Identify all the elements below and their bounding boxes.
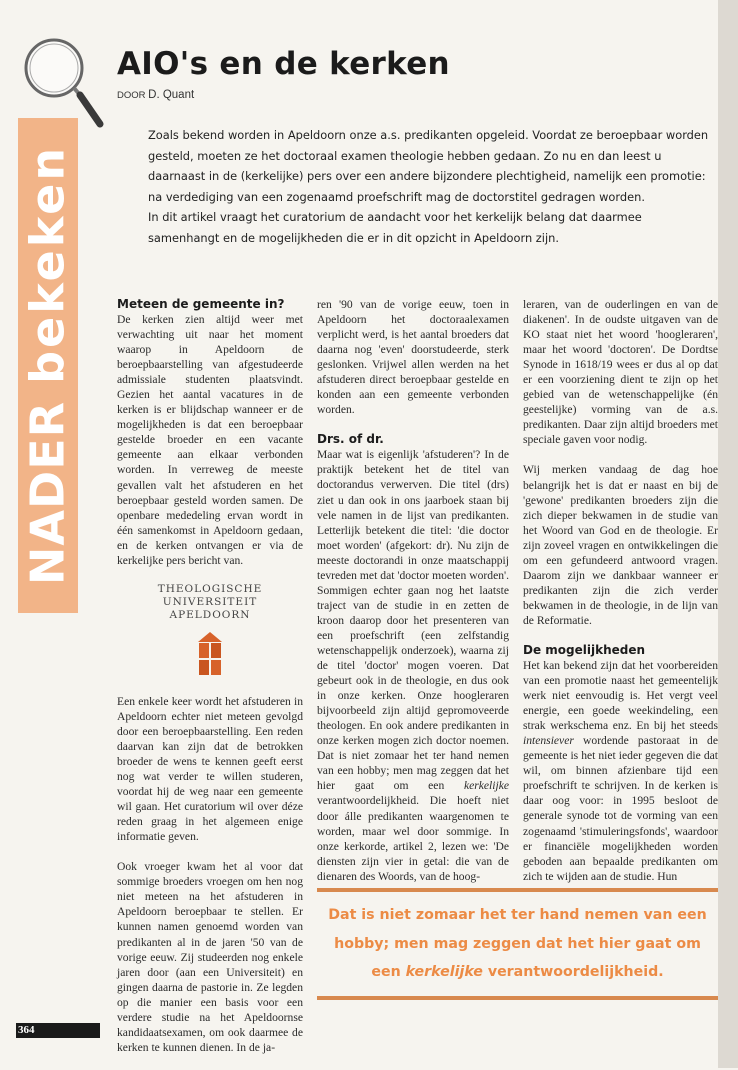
column-3 xyxy=(523,297,718,899)
author-name: D. Quant xyxy=(148,89,195,101)
pull-quote xyxy=(317,888,718,1002)
byline xyxy=(117,89,194,101)
magnifier-icon xyxy=(14,28,114,138)
heading-meteen-de-gemeente: Meteen de gemeente in? xyxy=(117,297,285,311)
pull-quote-text xyxy=(317,901,718,987)
paragraph: ren '90 van de vorige eeuw, toen in Apeldoorn het doctoraalexamen verplicht werd, is het aantal broeders dat daarna nog 'even' doorstudeerde, sterk geslonken. Vrijwel allen werden na het afstuderen direct beroepbaar gestelde en konden aan een gemeente verbonden worden. xyxy=(317,298,509,417)
section-band xyxy=(18,118,78,613)
text-run: verantwoordelijkheid. xyxy=(482,964,664,980)
page-number-bar xyxy=(16,1023,100,1038)
text-run: wordende pastoraat in de gemeente is het niet ieder gegeven die dat wil, om binnen afzienbare tijd een proefschrift te schrijven. In de kerken is daar oog voor: in 1995 besloot de generale synode tot de vorming van een zogenaamd 'stimuleringsfonds', waardoor er financiële mogelijkheden worden geboden aan bepaalde predikanten om zich te wijden aan de studie. Hun xyxy=(523,734,718,883)
heading-drs-of-dr: Drs. of dr. xyxy=(317,432,384,447)
text-run: Maar wat is eigenlijk 'afstuderen'? In de praktijk betekent het de titel van doctorandus verwerven. Die titel (drs) ziet u dan ook in ons jaarboek staan bij vele namen in de lijst van predikanten. Letterlijk betekent die titel: 'die doctor moet worden' (afgekort: dr). Nu zijn de meeste doctorandi in onze maatschappij tevreden met dat 'doctor moeten worden'. Sommigen echter gaan nog het laatste traject van de studie in en zetten de kroon daarop door het presenteren van een proefschrift (een zelfstandig wetenschappelijk onderzoek), waarna zij de titel 'doctor' mogen voeren. Dat gebeurt ook in de theologie, en dus ook in onze kerken. Onze hoogleraren bijvoorbeeld zijn altijd gepromoveerde theologen. En ook andere predikanten in onze kerken mogen zich doctor noemen. Dat is niet zomaar het ter hand nemen van een hobby; men mag zeggen dat het hier gaat om een xyxy=(317,448,509,793)
logo-line-2: APELDOORN xyxy=(169,608,251,621)
paragraph: De kerken zien altijd weer met verwachting uit naar het moment waarop in Apeldoorn de beroepbaarstelling van afgestudeerde admissiale studenten plaatsvindt. Gezien het aantal vacatures in de kerken is er blijdschap wanneer er de mogelijkheden is dat een beroepbaar gestelde broeder en een vacante gemeente aan elkaar verbonden worden. In verreweg de meeste gevallen valt het afstuderen en het beroepbaar gesteld worden samen. De openbare mededeling ervan wordt in één samenkomst in Apeldoorn gedaan, en de kerken ontvangen er via de kerkelijke pers bericht van. xyxy=(117,313,303,567)
article-title: AIO's en de kerken xyxy=(117,46,450,82)
intro-text xyxy=(148,125,713,248)
section-band-label xyxy=(20,118,75,613)
intro-paragraph: Zoals bekend worden in Apeldoorn onze a.s. predikanten opgeleid. Voordat ze beroepbaar worden gesteld, moeten ze het doctoraal examen theologie hebben gedaan. Zo nu en dan leest u daarnaast in de (kerkelijke) pers over een andere bijzondere plechtigheid, namelijk een promotie: na verdediging van een zogenaamd proefschrift mag de doctorstitel gedragen worden. xyxy=(148,128,709,204)
emphasis: kerkelijke xyxy=(463,779,509,793)
section-band-light: bekeken xyxy=(20,144,75,384)
paragraph xyxy=(523,658,718,884)
heading-de-mogelijkheden: De mogelijkheden xyxy=(523,642,646,657)
facing-page-edge xyxy=(718,0,738,1068)
pull-quote-rule-top xyxy=(317,888,718,892)
logo-emblem-icon xyxy=(190,628,230,678)
text-run: Dat is niet zomaar het ter hand nemen van een hobby; men mag zeggen dat het hier gaat om een xyxy=(328,907,707,980)
paragraph: Wij merken vandaag de dag hoe belangrijk het is dat er naast en bij de 'gewone' predikanten broeders zijn die zich dieper bekwamen in de studie van het Woord van God en de theologie. Er zijn zoveel vragen en ontwikkelingen die om een gefundeerd antwoord vragen. Daarom zijn we dankbaar wanneer er predikanten zijn die zich verder bekwamen in de theologie, in de lijn van de Reformatie. xyxy=(523,463,718,627)
paragraph: Een enkele keer wordt het afstuderen in Apeldoorn echter niet meteen gevolgd door een beroepbaarstelling. Een reden daarvan kan zijn dat de betrokken broeder de wens te kennen geeft eerst nog wat verder te willen studeren, voordat hij de weg naar een gemeente wil gaan. Het curatorium wil over déze reden graag in het algemeen enige informatie geven. xyxy=(117,694,303,844)
text-run: Het kan bekend zijn dat het voorbereiden van een promotie naast het gemeentelijk werk niet eenvoudig is. Het vergt veel energie, een goede weekindeling, een strak werkschema enz. En bij het steeds xyxy=(523,658,718,733)
emphasis: intensiever xyxy=(523,734,574,748)
column-1 xyxy=(117,297,303,1070)
byline-prefix: DOOR xyxy=(117,90,146,101)
section-band-strong: NADER xyxy=(20,400,75,586)
intro-paragraph: In dit artikel vraagt het curatorium de aandacht voor het kerkelijk belang dat daarmee samenhangt en de mogelijkheden die er in dit opzicht in Apeldoorn zijn. xyxy=(148,210,642,245)
paragraph xyxy=(317,447,509,883)
paragraph: leraren, van de ouderlingen en van de diakenen'. In de oudste uitgaven van de KO staat niet het woord 'hoogleraren', maar het woord 'doctoren'. De Dordtse Synode in 1618/19 wees er dus al op dat er een voorziening dient te zijn op het gebied van de wetenschappelijke (én geestelijke) vorming van de a.s. predikanten. Daar zijn altijd broeders met speciale gaven voor nodig. xyxy=(523,298,718,447)
emphasis: kerkelijke xyxy=(405,964,483,980)
paragraph: Ook vroeger kwam het al voor dat sommige broeders vroegen om hen nog niet meteen na het afstuderen in Apeldoorn beroepbaar te stellen. Er kunnen namen genoemd worden van predikanten al in de jaren '50 van de vorige eeuw. Zij studeerden nog enkele jaren door (aan een Universiteit) en gingen daarna de pastorie in. Ze legden op die manier een basis voor een verdere studie na het Apeldoornse kandidaatsexamen, om ook daarmee de kerken te kunnen dienen. In de ja- xyxy=(117,860,303,1054)
text-run: verantwoordelijkheid. Die hoeft niet door álle predikanten waargenomen te worden, maar wel door sommige. In onze kerkorde, artikel 2, lezen we: 'De diensten zijn vier in getal: die van de dienaren des Woords, van de hoog- xyxy=(317,794,509,883)
page-number: 364 xyxy=(18,1024,35,1036)
university-logo xyxy=(117,583,303,678)
column-2 xyxy=(317,297,509,899)
pull-quote-rule-bottom xyxy=(317,996,718,1000)
logo-line-1: THEOLOGISCHE UNIVERSITEIT xyxy=(157,582,263,608)
